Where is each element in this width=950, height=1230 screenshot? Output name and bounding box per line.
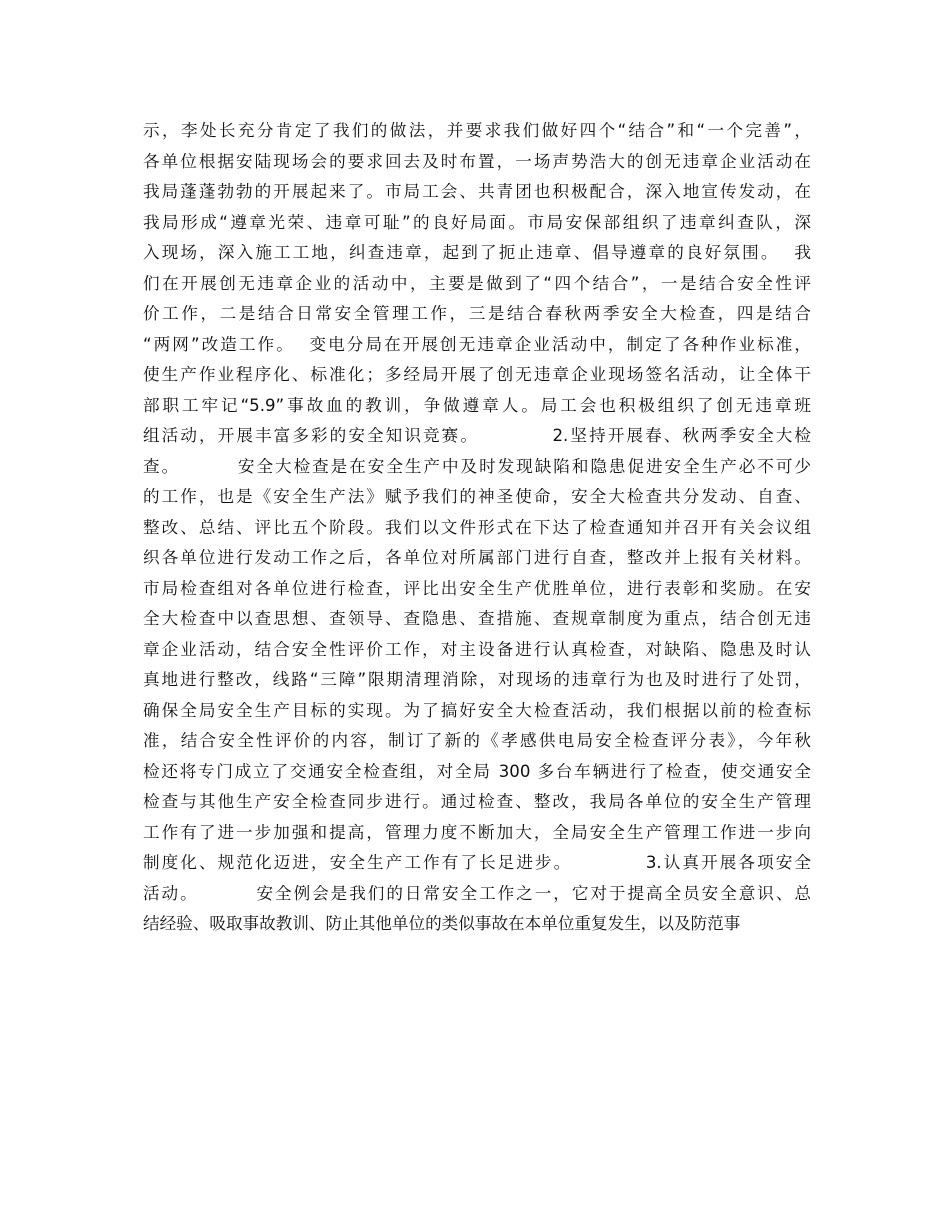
text-line: 部职工牢记“5.9”事故血的教训，争做遵章人。局工会也积极组织了创无违章班 — [143, 395, 811, 415]
text-line: 查。 安全大检查是在安全生产中及时发现缺陷和隐患促进安全生产必不可少 — [143, 456, 811, 476]
text-line: 整改、总结、评比五个阶段。我们以文件形式在下达了检查通知并召开有关会议组 — [143, 517, 811, 537]
body-text — [143, 116, 811, 940]
text-line: “两网”改造工作。 变电分局在开展创无违章企业活动中，制定了各种作业标准， — [143, 334, 811, 354]
text-line: 组活动，开展丰富多彩的安全知识竞赛。 2.坚持开展春、秋两季安全大检 — [143, 426, 811, 445]
text-line: 各单位根据安陆现场会的要求回去及时布置，一场声势浩大的创无违章企业活动在 — [143, 151, 811, 171]
text-line: 的工作，也是《安全生产法》赋予我们的神圣使命，安全大检查共分发动、自查、 — [143, 487, 811, 506]
text-line: 章企业活动，结合安全性评价工作，对主设备进行认真检查，对缺陷、隐患及时认 — [143, 639, 811, 659]
text-line: 准，结合安全性评价的内容，制订了新的《孝感供电局安全检查评分表》，今年秋 — [143, 731, 811, 750]
text-line: 结经验、吸取事故教训、防止其他单位的类似事故在本单位重复发生，以及防范事 — [143, 914, 741, 933]
text-line: 检还将专门成立了交通安全检查组，对全局 300 多台车辆进行了检查，使交通安全 — [143, 761, 811, 781]
text-line: 真地进行整改，线路“三障”限期清理消除，对现场的违章行为也及时进行了处罚， — [143, 670, 811, 689]
text-line: 我局形成“遵章光荣、违章可耻”的良好局面。市局安保部组织了违章纠查队，深 — [143, 212, 811, 232]
text-line: 工作有了进一步加强和提高，管理力度不断加大，全局安全生产管理工作进一步向 — [143, 822, 811, 842]
text-line: 价工作，二是结合日常安全管理工作，三是结合春秋两季安全大检查，四是结合 — [143, 304, 811, 323]
text-line: 示，李处长充分肯定了我们的做法，并要求我们做好四个“结合”和“一个完善”， — [143, 121, 811, 140]
text-line: 织各单位进行发动工作之后，各单位对所属部门进行自查，整改并上报有关材料。 — [143, 548, 811, 567]
text-line: 全大检查中以查思想、查领导、查隐患、查措施、查规章制度为重点，结合创无违 — [143, 609, 811, 628]
text-line: 我局蓬蓬勃勃的开展起来了。市局工会、共青团也积极配合，深入地宣传发动，在 — [143, 182, 811, 201]
text-line: 们在开展创无违章企业的活动中，主要是做到了“四个结合”，一是结合安全性评 — [143, 273, 811, 293]
text-line: 制度化、规范化迈进，安全生产工作有了长足进步。 3.认真开展各项安全 — [143, 853, 811, 872]
text-line: 确保全局安全生产目标的实现。为了搞好安全大检查活动，我们根据以前的检查标 — [143, 700, 811, 720]
text-line: 入现场，深入施工工地，纠查违章，起到了扼止违章、倡导遵章的良好氛围。 我 — [143, 243, 811, 262]
text-line: 检查与其他生产安全检查同步进行。通过检查、整改，我局各单位的安全生产管理 — [143, 792, 811, 811]
text-line: 使生产作业程序化、标准化；多经局开展了创无违章企业现场签名活动，让全体干 — [143, 365, 811, 384]
text-line: 活动。 安全例会是我们的日常安全工作之一，它对于提高全员安全意识、总 — [143, 883, 811, 903]
text-line: 市局检查组对各单位进行检查，评比出安全生产优胜单位，进行表彰和奖励。在安 — [143, 578, 811, 598]
